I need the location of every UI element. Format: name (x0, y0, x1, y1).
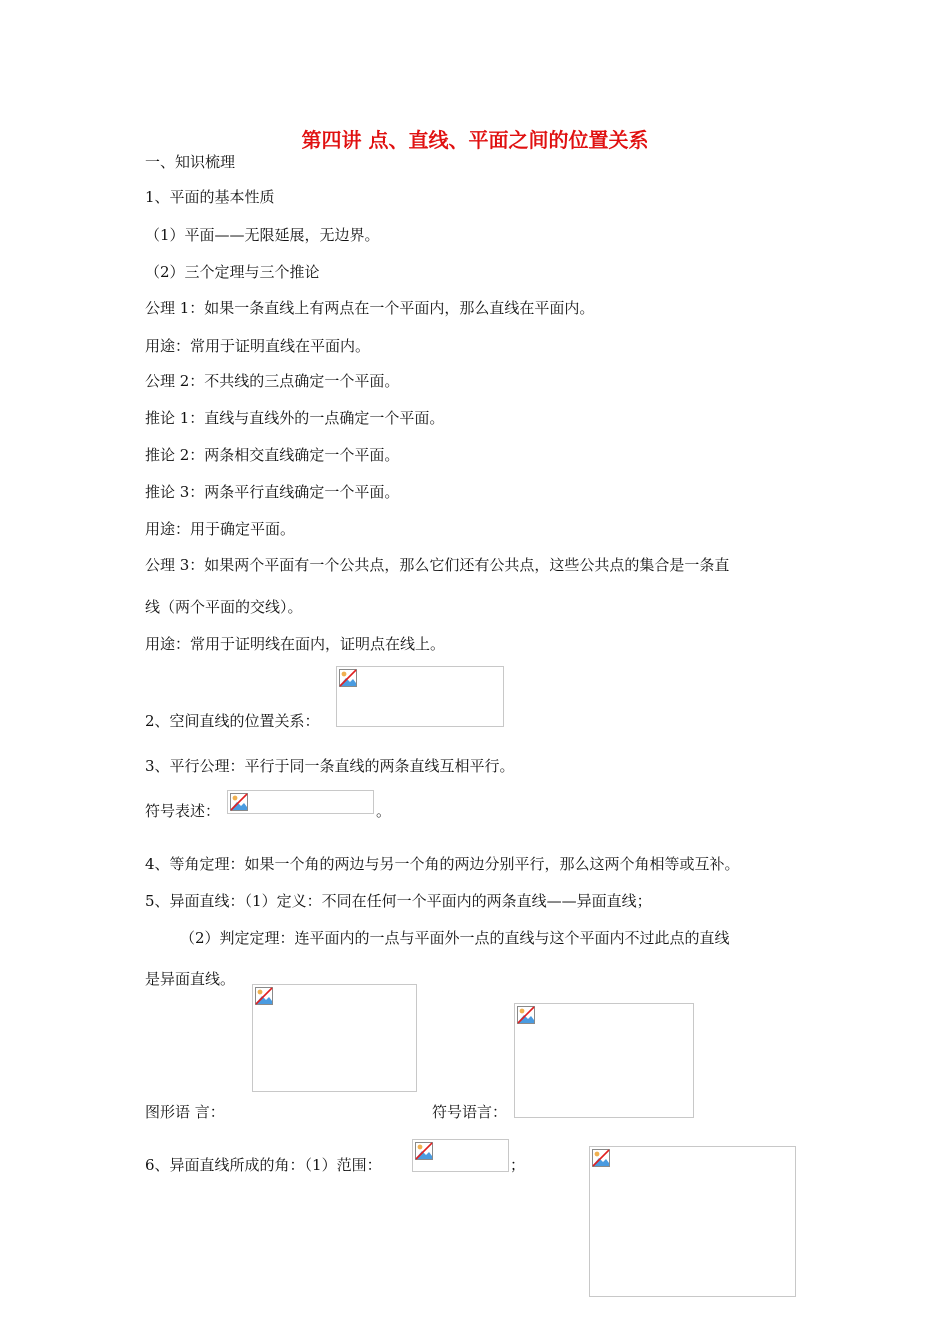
text-line: 用途：用于确定平面。 (145, 520, 296, 538)
text-line: 推论 1：直线与直线外的一点确定一个平面。 (145, 409, 445, 427)
formula-image (514, 1003, 694, 1118)
text-line: （2）判定定理：连平面内的一点与平面外一点的直线与这个平面内不过此点的直线 (180, 929, 730, 947)
label: 图形语 言： (145, 1103, 225, 1121)
formula-image (412, 1139, 509, 1172)
figure-image (589, 1146, 796, 1297)
text-line: 公理 1：如果一条直线上有两点在一个平面内，那么直线在平面内。 (145, 299, 595, 317)
text-line: 公理 3：如果两个平面有一个公共点，那么它们还有公共点，这些公共点的集合是一条直 (145, 556, 730, 574)
text-line: （2）三个定理与三个推论 (145, 263, 320, 281)
broken-image-icon (339, 669, 357, 687)
broken-image-icon (415, 1142, 433, 1160)
text-line: 用途：常用于证明直线在平面内。 (145, 337, 371, 355)
text-line: 5、异面直线：（1）定义：不同在任何一个平面内的两条直线——异面直线； (145, 892, 652, 910)
text-line: 推论 2：两条相交直线确定一个平面。 (145, 446, 400, 464)
figure-image (336, 666, 504, 727)
punctuation: ； (510, 1156, 526, 1174)
formula-image (227, 790, 374, 814)
text-line: 1、平面的基本性质 (145, 188, 275, 206)
text-line: 公理 2：不共线的三点确定一个平面。 (145, 372, 400, 390)
broken-image-icon (230, 793, 248, 811)
text-line: 用途：常用于证明线在面内，证明点在线上。 (145, 635, 446, 653)
text-line: （1）平面——无限延展，无边界。 (145, 226, 380, 244)
broken-image-icon (592, 1149, 610, 1167)
text-line: 4、等角定理：如果一个角的两边与另一个角的两边分别平行，那么这两个角相等或互补。 (145, 855, 740, 873)
text-line: 3、平行公理：平行于同一条直线的两条直线互相平行。 (145, 757, 515, 775)
text-line: 是异面直线。 (145, 970, 236, 988)
broken-image-icon (255, 987, 273, 1005)
figure-image (252, 984, 417, 1092)
document-title: 第四讲 点、直线、平面之间的位置关系 (301, 128, 649, 152)
punctuation: 。 (376, 802, 392, 820)
text-line: 线（两个平面的交线）。 (145, 598, 303, 616)
text-line: 2、空间直线的位置关系： (145, 712, 320, 730)
text-line: 推论 3：两条平行直线确定一个平面。 (145, 483, 400, 501)
section-heading: 一、知识梳理 (145, 153, 236, 171)
text-line: 符号表述： (145, 802, 221, 820)
label: 符号语言： (432, 1103, 508, 1121)
text-line: 6、异面直线所成的角：（1）范围： (145, 1156, 382, 1174)
broken-image-icon (517, 1006, 535, 1024)
